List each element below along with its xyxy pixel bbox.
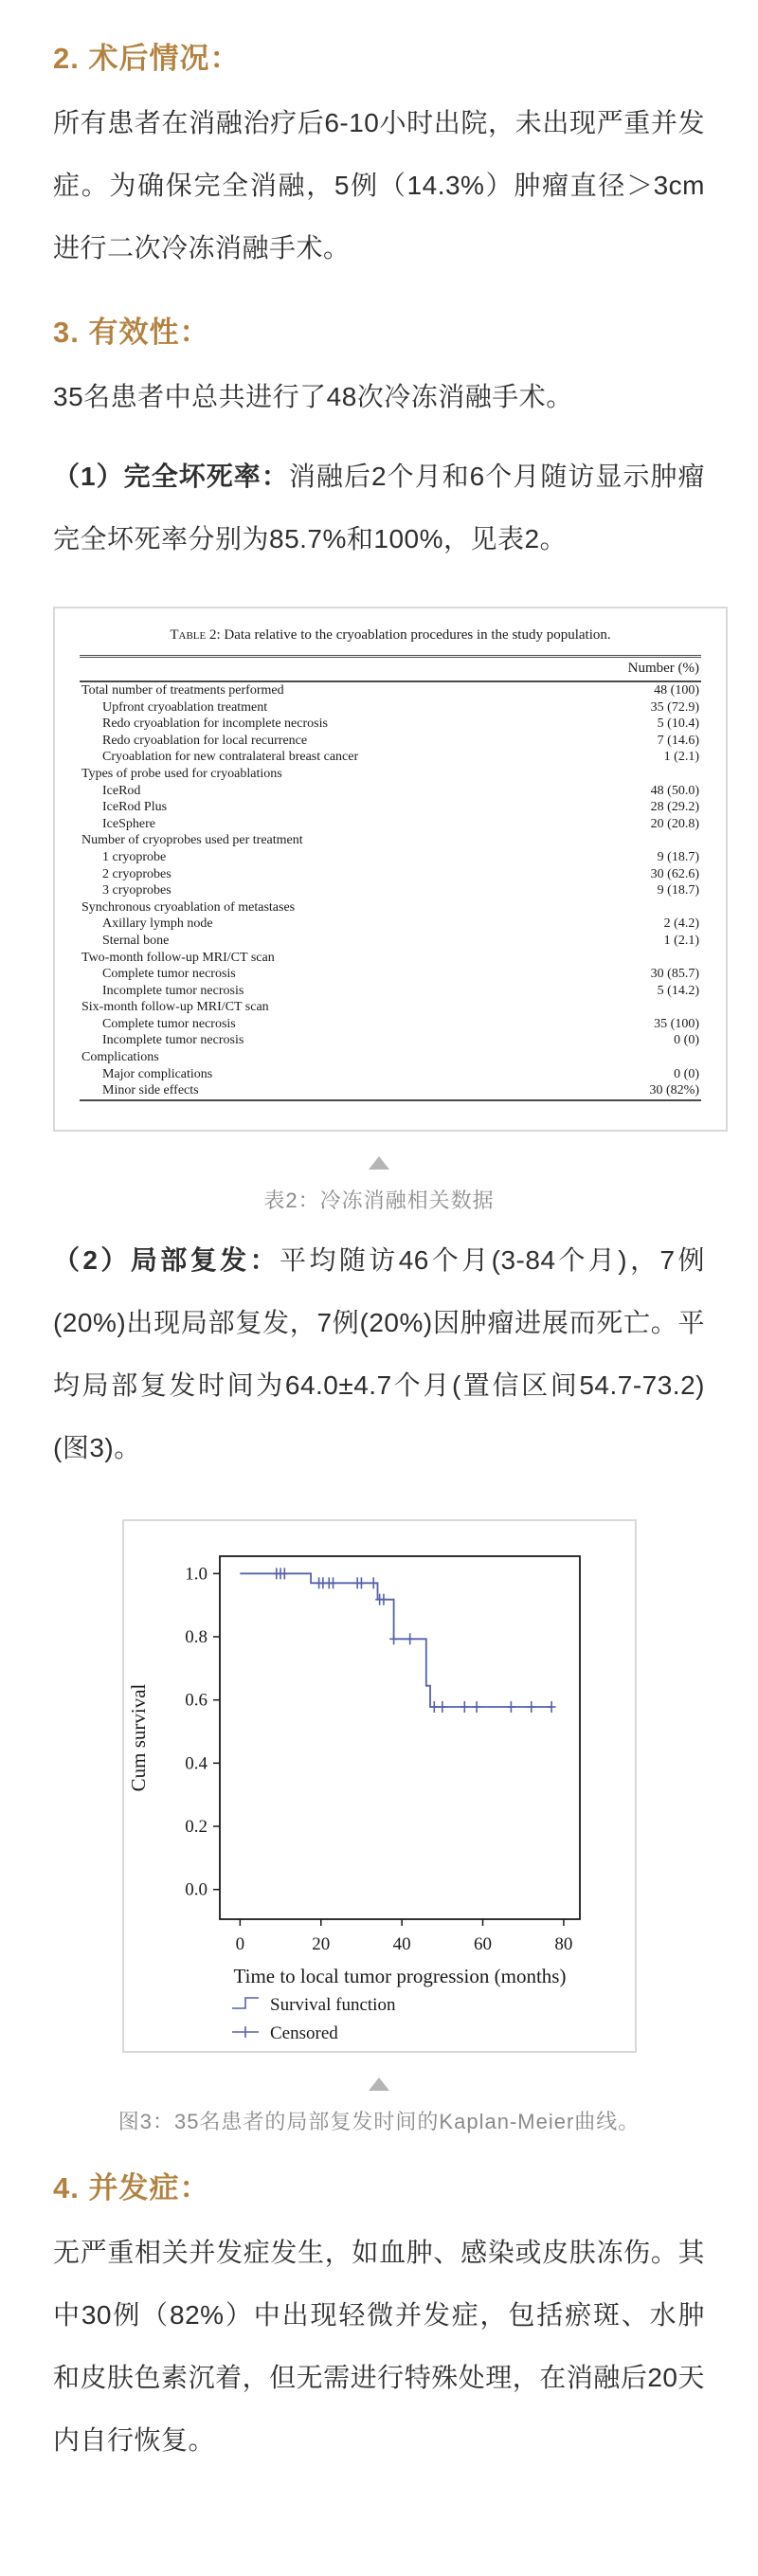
km-figure — [122, 1519, 637, 2053]
paragraph-postop: 所有患者在消融治疗后6-10小时出院，未出现严重并发症。为确保完全消融，5例（14.3%）肿瘤直径＞3cm进行二次冷冻消融手术。 — [53, 108, 705, 263]
section-heading-postop: 2. 术后情况： — [53, 42, 241, 75]
svg-text:Censored: Censored — [269, 2023, 338, 2043]
paragraph-necrosis-text: 消融后2个月和6个月随访显示肿瘤完全坏死率分别为85.7%和100%，见表2。 — [53, 462, 705, 553]
table2-caption: 表2：冷冻消融相关数据 — [263, 1188, 495, 1212]
table-row: Synchronous cryoablation of metastases — [81, 899, 296, 915]
table-row: Total number of treatments performed 48 (100) — [81, 683, 699, 698]
collapse-triangle-icon — [369, 2077, 389, 2091]
section-heading-efficacy: 3. 有效性： — [53, 316, 210, 349]
table2-body — [80, 682, 701, 1099]
section-heading-complications: 4. 并发症： — [53, 2170, 210, 2204]
table-row: Types of probe used for cryoablations — [81, 766, 282, 781]
svg-text:0.6: 0.6 — [184, 1690, 208, 1711]
table-row: Upfront cryoablation treatment 35 (72.9) — [102, 699, 699, 715]
svg-text:0.0: 0.0 — [184, 1879, 208, 1900]
table-row: 1 cryoprobe 9 (18.7) — [102, 849, 699, 864]
table2-title — [80, 627, 701, 644]
paragraph-recurrence-lead: （2）局部复发： — [53, 1244, 280, 1275]
paragraph-complications: 无严重相关并发症发生，如血肿、感染或皮肤冻伤。其中30例（82%）中出现轻微并发症，包括瘀斑、水肿和皮肤色素沉着，但无需进行特殊处理，在消融后20天内自行恢复。 — [53, 2237, 705, 2455]
table-row: Redo cryoablation for local recurrence 7 (14.6) — [102, 733, 699, 748]
paragraph-efficacy-intro: 35名患者中总共进行了48次冷冻消融手术。 — [53, 382, 573, 411]
table-row: 3 cryoprobes 9 (18.7) — [102, 883, 699, 898]
paragraph-recurrence — [53, 1229, 705, 1479]
svg-text:0.2: 0.2 — [184, 1816, 208, 1837]
table-row: Axillary lymph node 2 (4.2) — [102, 916, 699, 932]
paragraph-necrosis-lead: （1）完全坏死率： — [53, 462, 289, 491]
km-caption: 图3：35名患者的局部复发时间的Kaplan-Meier曲线。 — [117, 2109, 641, 2133]
table-row: Complications — [81, 1050, 159, 1065]
table-row: Cryoablation for new contralateral breast cancer 1 (2.1) — [102, 750, 699, 765]
svg-text:40: 40 — [392, 1933, 411, 1954]
svg-text:0.4: 0.4 — [184, 1753, 208, 1774]
svg-text:60: 60 — [473, 1933, 492, 1954]
article-body — [0, 34, 758, 2472]
svg-text:Time to local tumor progressio: Time to local tumor progression (months) — [233, 1964, 566, 1987]
table-row: Major complications 0 (0) — [102, 1066, 699, 1081]
paragraph-necrosis-rate — [53, 445, 705, 571]
svg-text:0: 0 — [235, 1933, 244, 1954]
table-row: Sternal bone 1 (2.1) — [102, 933, 699, 948]
km-note — [53, 2077, 705, 2135]
table2-figure — [53, 607, 728, 1132]
table-row: Complete tumor necrosis 35 (100) — [102, 1016, 699, 1031]
paragraph-recurrence-text: 平均随访46个月(3-84个月)，7例(20%)出现局部复发，7例(20%)因肿瘤进展而死亡。平均局部复发时间为64.0±4.7个月(置信区间54.7-73.2)(图3)。 — [53, 1244, 705, 1462]
table2-bottom-rule — [80, 1099, 701, 1101]
table-row: IceRod Plus 28 (29.2) — [102, 800, 699, 815]
table2-title-text: Data relative to the cryoablation procedures in the study population. — [220, 627, 611, 643]
table-row: IceRod 48 (50.0) — [102, 783, 699, 798]
table2 — [80, 682, 701, 1099]
table2-column-header: Number (%) — [627, 661, 699, 676]
table-row: 2 cryoprobes 30 (62.6) — [102, 866, 699, 881]
table2-title-prefix: Table 2: — [170, 627, 221, 643]
table-row: Two-month follow-up MRI/CT scan — [81, 950, 275, 965]
table-row: Minor side effects 30 (82%) — [102, 1083, 699, 1098]
table-row: Six-month follow-up MRI/CT scan — [81, 1000, 269, 1015]
svg-text:20: 20 — [311, 1933, 330, 1954]
table-row: Redo cryoablation for incomplete necrosis 5 (10.4) — [102, 717, 699, 732]
table-row: Complete tumor necrosis 30 (85.7) — [102, 967, 699, 982]
collapse-triangle-icon — [369, 1156, 389, 1170]
table-row: Number of cryoprobes used per treatment — [81, 833, 303, 848]
svg-text:Cum survival: Cum survival — [126, 1683, 150, 1792]
svg-text:1.0: 1.0 — [184, 1564, 208, 1585]
table-row: Incomplete tumor necrosis 5 (14.2) — [102, 983, 699, 998]
table-row: IceSphere 20 (20.8) — [102, 816, 699, 831]
svg-text:80: 80 — [553, 1933, 572, 1954]
table-row: Incomplete tumor necrosis 0 (0) — [102, 1033, 699, 1048]
svg-text:Survival function: Survival function — [269, 1994, 395, 2015]
table2-note — [53, 1156, 705, 1214]
km-chart — [124, 1521, 635, 2051]
svg-text:0.8: 0.8 — [184, 1626, 208, 1647]
